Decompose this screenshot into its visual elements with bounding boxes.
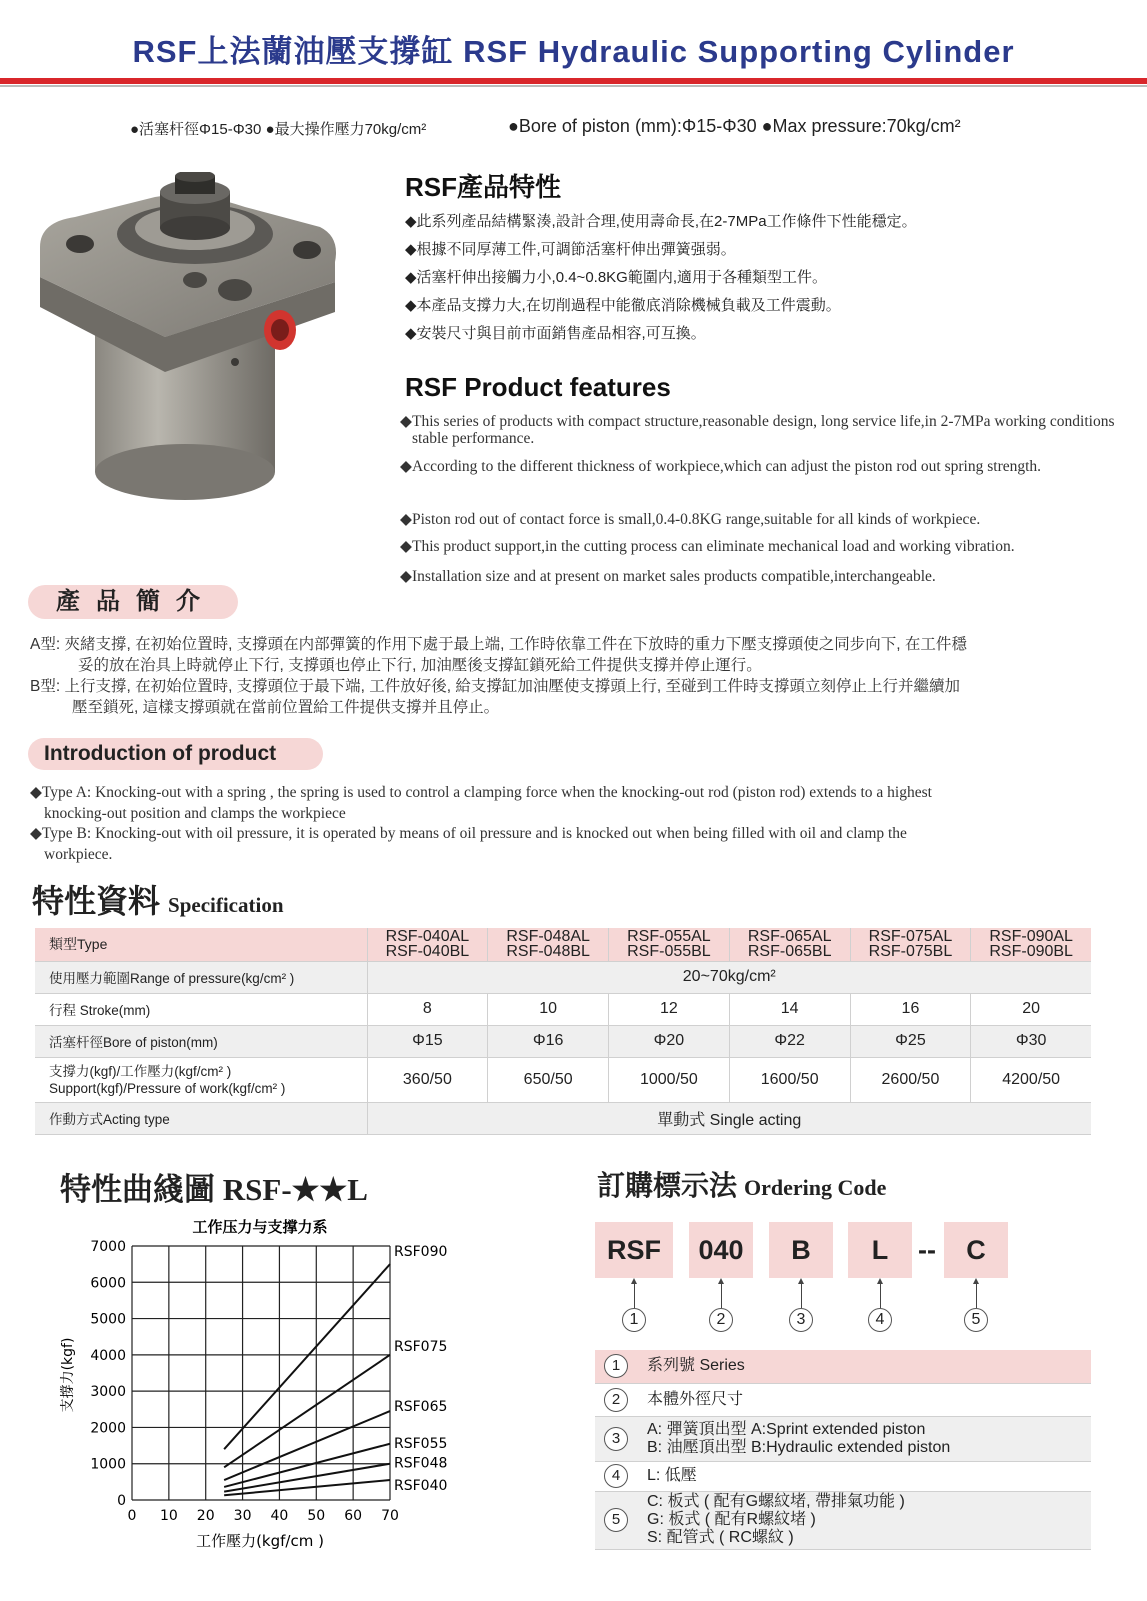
- circled-number: 2: [604, 1388, 628, 1412]
- table-row: [595, 1350, 1091, 1383]
- arrow-line: [880, 1280, 881, 1308]
- circled-number: 5: [964, 1308, 988, 1332]
- support-label-cn: 支撐力(kgf)/工作壓力(kgf/cm² ): [49, 1063, 232, 1079]
- table-cell: 360/50: [367, 1057, 488, 1102]
- list-item: [400, 568, 1120, 585]
- y-tick-label: 1000: [90, 1456, 126, 1473]
- circled-number: 3: [604, 1427, 628, 1451]
- page-title: RSF上法蘭油壓支撐缸 RSF Hydraulic Supporting Cylinder: [132, 34, 1015, 69]
- intro-en-type-b-line2: workpiece.: [44, 846, 113, 863]
- list-item: [400, 413, 1120, 447]
- model-cell: [488, 928, 609, 961]
- model-a: RSF-055AL: [627, 928, 711, 946]
- row-number: [595, 1416, 637, 1461]
- intro-en-heading: Introduction of product: [28, 738, 323, 770]
- y-tick-label: 6000: [90, 1275, 126, 1292]
- table-cell: 14: [729, 993, 850, 1025]
- x-tick-label: 70: [381, 1508, 399, 1524]
- title-rule: [0, 78, 1147, 84]
- row-number: [595, 1491, 637, 1549]
- list-item-text: This product support,in the cutting process can eliminate mechanical load and working vibration.: [412, 538, 1015, 555]
- code-body-size: 040: [689, 1222, 753, 1278]
- series-label: RSF065: [394, 1399, 448, 1416]
- x-tick-label: 50: [307, 1508, 326, 1524]
- list-item: ◆此系列產品結構緊湊,設計合理,使用壽命長,在2-7MPa工作條件下性能穩定。: [405, 213, 917, 230]
- table-cell: 650/50: [488, 1057, 609, 1102]
- arrow-up-icon: [973, 1278, 979, 1284]
- spec-summary-en: ●Bore of piston (mm):Φ15-Φ30 ●Max pressure:70kg/cm²: [508, 116, 961, 136]
- stroke-label: 行程 Stroke(mm): [35, 993, 367, 1025]
- table-row: [595, 1461, 1091, 1491]
- spec-title-en: Specification: [168, 893, 284, 917]
- series-label: RSF075: [394, 1338, 448, 1355]
- spec-table: [35, 928, 1091, 1135]
- desc-line: 系列號 Series: [647, 1357, 745, 1375]
- intro-en-type-a-line1: ◆Type A: Knocking-out with a spring , the spring is used to control a clamping force when the knocking-out rod (piston rod) extends to a highest: [30, 784, 932, 801]
- desc-line: C: 板式 ( 配有G螺紋堵, 帶排氣功能 ): [647, 1493, 905, 1510]
- code-pressure: L: [848, 1222, 912, 1278]
- table-cell: 12: [609, 993, 730, 1025]
- circled-number: 1: [622, 1308, 646, 1332]
- arrow-up-icon: [798, 1278, 804, 1284]
- model-cell: [850, 928, 971, 961]
- table-cell: 16: [850, 993, 971, 1025]
- support-label-en: Support(kgf)/Pressure of work(kgf/cm² ): [49, 1080, 286, 1096]
- list-item: [400, 458, 1120, 475]
- spec-title-cn: 特性資料: [32, 883, 161, 919]
- table-cell: 10: [488, 993, 609, 1025]
- chart-title: 工作压力与支撑力系: [192, 1218, 328, 1236]
- x-tick-label: 40: [270, 1508, 289, 1524]
- row-desc: [637, 1461, 1091, 1491]
- row-number: [595, 1461, 637, 1491]
- table-cell: 20: [971, 993, 1091, 1025]
- curve-title: 特性曲綫圖 RSF-★★L: [60, 1172, 368, 1207]
- y-tick-label: 3000: [90, 1384, 126, 1401]
- circled-number: 5: [604, 1508, 628, 1532]
- list-item: [400, 538, 1120, 555]
- x-tick-label: 0: [127, 1508, 137, 1524]
- bullet-diamond: ◆: [400, 458, 412, 475]
- model-b: RSF-065BL: [747, 943, 832, 961]
- intro-cn-heading: 產品簡介: [28, 585, 238, 619]
- model-b: RSF-048BL: [506, 943, 590, 961]
- bullet-diamond: ◆: [400, 538, 412, 555]
- table-row: [35, 1057, 1091, 1102]
- table-cell: 4200/50: [971, 1057, 1091, 1102]
- x-axis-label: 工作壓力(kgf/cm ): [196, 1532, 324, 1550]
- series-label: RSF055: [394, 1435, 448, 1452]
- features-cn-title: RSF產品特性: [405, 172, 562, 202]
- type-label: 類型Type: [35, 928, 367, 961]
- chart-grid: [132, 1246, 390, 1500]
- table-cell: Φ22: [729, 1025, 850, 1057]
- desc-line: L: 低壓: [647, 1467, 697, 1484]
- intro-cn-type-a-line2: 妥的放在治具上時就停止下行, 支撐頭也停止下行, 加油壓後支撐缸鎖死給工件提供支撐并停止運行。: [78, 657, 762, 674]
- desc-line: S: 配管式 ( RC螺紋 ): [647, 1529, 794, 1546]
- y-tick-label: 4000: [90, 1347, 126, 1364]
- model-a: RSF-065AL: [747, 928, 832, 946]
- bore-label: 活塞杆徑Bore of piston(mm): [35, 1025, 367, 1057]
- arrow-line: [721, 1280, 722, 1308]
- circled-number: 4: [868, 1308, 892, 1332]
- arrow-up-icon: [718, 1278, 724, 1284]
- x-tick-label: 60: [344, 1508, 363, 1524]
- table-cell: Φ20: [609, 1025, 730, 1057]
- product-photo: [35, 172, 350, 517]
- row-desc: [637, 1491, 1091, 1549]
- bullet-diamond: ◆: [400, 568, 412, 585]
- acting-label: 作動方式Acting type: [35, 1102, 367, 1134]
- table-row: [35, 961, 1091, 993]
- model-cell: [609, 928, 730, 961]
- arrow-up-icon: [877, 1278, 883, 1284]
- ordering-title-en: Ordering Code: [744, 1175, 887, 1200]
- row-desc: [637, 1350, 1091, 1383]
- series-label: RSF048: [394, 1455, 448, 1472]
- ordering-title: [597, 1164, 886, 1204]
- x-tick-label: 30: [233, 1508, 252, 1524]
- table-cell: Φ25: [850, 1025, 971, 1057]
- model-a: RSF-075AL: [868, 928, 953, 946]
- table-cell: 8: [367, 993, 488, 1025]
- circled-number: 4: [604, 1464, 628, 1488]
- intro-cn-type-a-line1: A型: 夾緒支撐, 在初始位置時, 支撐頭在内部彈簧的作用下處于最上端, 工作時依靠工件在下放時的重力下壓支撐頭使之同步向下, 在工件穩: [30, 636, 967, 653]
- row-desc: [637, 1383, 1091, 1416]
- support-force-chart: [40, 1210, 570, 1565]
- ordering-title-cn: 訂購標示法: [597, 1171, 738, 1202]
- model-b: RSF-055BL: [627, 943, 711, 961]
- pressure-value: 20~70kg/cm²: [367, 961, 1091, 993]
- acting-value: 單動式 Single acting: [367, 1102, 1091, 1134]
- table-row: [595, 1491, 1091, 1549]
- model-a: RSF-090AL: [989, 928, 1073, 946]
- intro-en-type-a-line2: knocking-out position and clamps the workpiece: [44, 805, 346, 822]
- intro-en-type-b-line1: ◆Type B: Knocking-out with oil pressure, it is operated by means of oil pressure and is knocked out when being filled with oil and clamp the: [30, 825, 907, 842]
- series-label: RSF040: [394, 1478, 448, 1495]
- x-tick-label: 20: [196, 1508, 215, 1524]
- table-row: [595, 1416, 1091, 1461]
- table-row: [595, 1383, 1091, 1416]
- model-cell: [367, 928, 488, 961]
- spec-title: [32, 876, 284, 922]
- row-number: [595, 1383, 637, 1416]
- x-tick-label: 10: [159, 1508, 178, 1524]
- table-cell: Φ30: [971, 1025, 1091, 1057]
- bullet-diamond: ◆: [400, 511, 412, 528]
- y-axis-label: 支撐力(kgf): [60, 1337, 76, 1413]
- model-cell: [729, 928, 850, 961]
- list-item: ◆根據不同厚薄工件,可調節活塞杆伸出彈簧强弱。: [405, 241, 736, 258]
- list-item-text: Installation size and at present on market sales products compatible,interchangeable.: [412, 568, 936, 585]
- circled-number: 3: [789, 1308, 813, 1332]
- series-label: RSF090: [394, 1244, 448, 1261]
- table-cell: Φ16: [488, 1025, 609, 1057]
- model-b: RSF-075BL: [868, 943, 953, 961]
- table-row: [35, 1025, 1091, 1057]
- bullet-diamond: ◆: [400, 413, 412, 430]
- spec-summary-cn: ●活塞杆徑Φ15-Φ30 ●最大操作壓力70kg/cm²: [130, 121, 427, 138]
- pressure-label: 使用壓力範圍Range of pressure(kg/cm² ): [35, 961, 367, 993]
- list-item-text: Piston rod out of contact force is small,0.4-0.8KG range,suitable for all kinds of workpiece.: [412, 511, 981, 528]
- arrow-line: [801, 1280, 802, 1308]
- arrow-line: [976, 1280, 977, 1308]
- y-tick-label: 2000: [90, 1420, 126, 1437]
- desc-line: B: 油壓頂出型 B:Hydraulic extended piston: [647, 1438, 951, 1456]
- list-item: ◆活塞杆伸出接觸力小,0.4~0.8KG範圍内,適用于各種類型工件。: [405, 269, 828, 286]
- table-cell: 1600/50: [729, 1057, 850, 1102]
- circled-number: 2: [709, 1308, 733, 1332]
- y-tick-label: 5000: [90, 1311, 126, 1328]
- code-type: B: [769, 1222, 833, 1278]
- desc-line: 本體外徑尺寸: [647, 1390, 744, 1408]
- table-row: [35, 1102, 1091, 1134]
- list-item-text: According to the different thickness of workpiece,which can adjust the piston rod out spring strength.: [412, 458, 1042, 475]
- list-item: [400, 511, 1120, 528]
- code-series: RSF: [595, 1222, 673, 1278]
- model-cell: [971, 928, 1091, 961]
- y-tick-label: 7000: [90, 1239, 126, 1255]
- title-rule-shadow: [0, 85, 1147, 87]
- code-mounting: C: [944, 1222, 1008, 1278]
- model-b: RSF-040BL: [385, 943, 470, 961]
- table-cell: 1000/50: [609, 1057, 730, 1102]
- features-en-title: RSF Product features: [405, 372, 671, 402]
- model-a: RSF-040AL: [385, 928, 470, 946]
- intro-cn-type-b-line1: B型: 上行支撐, 在初始位置時, 支撐頭位于最下端, 工件放好後, 給支撐缸加油壓使支撐頭上行, 至碰到工件時支撐頭立刻停止上行并繼續加: [30, 678, 961, 695]
- features-cn-list: [405, 208, 917, 348]
- table-cell: 2600/50: [850, 1057, 971, 1102]
- desc-line: G: 板式 ( 配有R螺紋堵 ): [647, 1511, 816, 1528]
- model-b: RSF-090BL: [989, 943, 1073, 961]
- table-cell: Φ15: [367, 1025, 488, 1057]
- support-label: [35, 1057, 367, 1102]
- row-number: [595, 1350, 637, 1383]
- arrow-line: [634, 1280, 635, 1308]
- list-item-text: This series of products with compact structure,reasonable design, long service life,in 2-7MPa working conditions stable performance.: [412, 413, 1115, 447]
- desc-line: A: 彈簧頂出型 A:Sprint extended piston: [647, 1420, 926, 1438]
- ordering-legend-table: [595, 1350, 1091, 1550]
- list-item: ◆安裝尺寸與目前市面銷售產品相容,可互換。: [405, 325, 706, 342]
- row-desc: [637, 1416, 1091, 1461]
- table-row: [35, 993, 1091, 1025]
- table-row: [35, 928, 1091, 961]
- code-separator: --: [918, 1235, 936, 1265]
- model-a: RSF-048AL: [506, 928, 590, 946]
- intro-cn-type-b-line2: 壓至鎖死, 這樣支撐頭就在當前位置給工件提供支撐并且停止。: [72, 699, 500, 716]
- y-tick-label: 0: [117, 1493, 126, 1509]
- circled-number: 1: [604, 1354, 628, 1378]
- arrow-up-icon: [631, 1278, 637, 1284]
- list-item: ◆本產品支撐力大,在切削過程中能徹底消除機械負載及工件震動。: [405, 297, 841, 314]
